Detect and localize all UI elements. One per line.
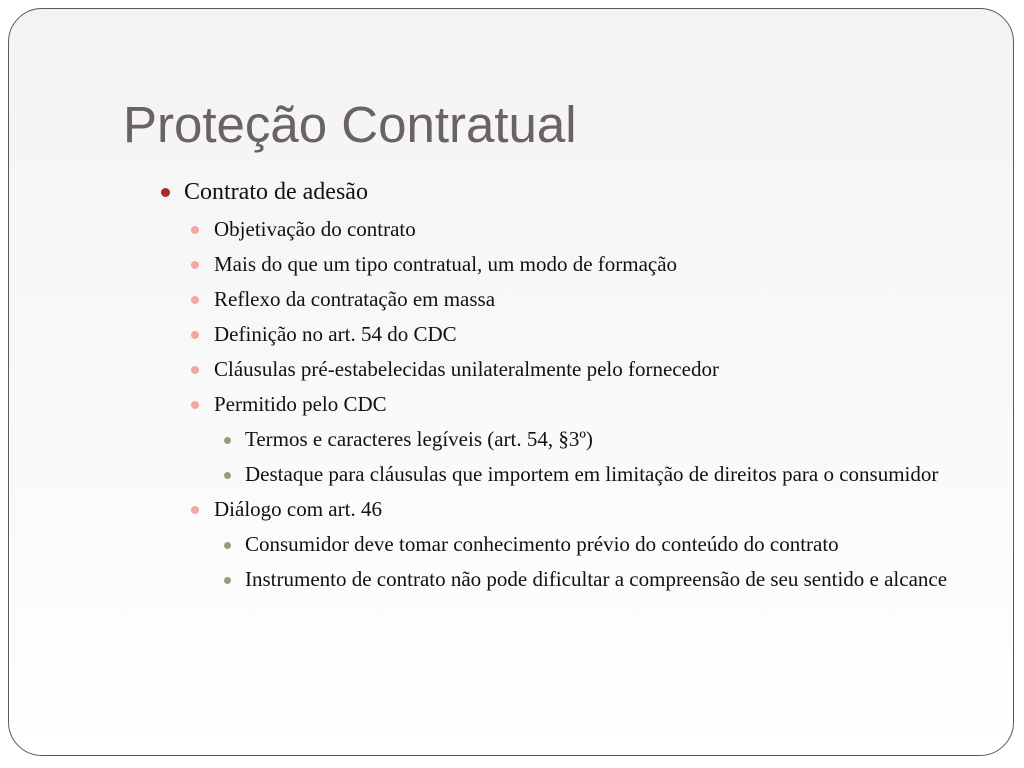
bullet-dot-icon bbox=[191, 331, 199, 339]
list-item bbox=[159, 175, 973, 209]
list-item bbox=[220, 565, 973, 594]
list-item bbox=[189, 355, 973, 384]
list-item-text: Termos e caracteres legíveis (art. 54, §3º) bbox=[245, 427, 593, 451]
list-item-text: Destaque para cláusulas que importem em limitação de direitos para o consumidor bbox=[245, 462, 939, 486]
list-item bbox=[220, 530, 973, 559]
bullet-dot-icon bbox=[224, 542, 231, 549]
bullet-dot-icon bbox=[161, 188, 170, 197]
list-item bbox=[189, 215, 973, 244]
list-item-text: Diálogo com art. 46 bbox=[214, 497, 382, 521]
list-item bbox=[189, 285, 973, 314]
list-item-text: Reflexo da contratação em massa bbox=[214, 287, 496, 311]
list-item bbox=[189, 495, 973, 524]
slide-title: Proteção Contratual bbox=[123, 96, 577, 153]
bullet-dot-icon bbox=[191, 296, 199, 304]
list-item-text: Consumidor deve tomar conhecimento prévio do conteúdo do contrato bbox=[245, 532, 839, 556]
list-item-text: Objetivação do contrato bbox=[214, 217, 416, 241]
bullet-dot-icon bbox=[224, 577, 231, 584]
list-item bbox=[189, 250, 973, 279]
list-item-text: Instrumento de contrato não pode dificultar a compreensão de seu sentido e alcance bbox=[245, 567, 948, 591]
list-item-text: Definição no art. 54 do CDC bbox=[214, 322, 457, 346]
list-item bbox=[220, 460, 973, 489]
bullet-dot-icon bbox=[191, 226, 199, 234]
list-item-text: Contrato de adesão bbox=[184, 179, 368, 205]
list-item bbox=[220, 425, 973, 454]
bullet-dot-icon bbox=[224, 437, 231, 444]
slide bbox=[8, 8, 1014, 756]
list-item-text: Permitido pelo CDC bbox=[214, 392, 387, 416]
bullet-dot-icon bbox=[191, 401, 199, 409]
list-item-text: Mais do que um tipo contratual, um modo de formação bbox=[214, 252, 678, 276]
bullet-dot-icon bbox=[191, 261, 199, 269]
list-item bbox=[189, 320, 973, 349]
bullet-dot-icon bbox=[191, 506, 199, 514]
bullet-dot-icon bbox=[224, 472, 231, 479]
list-item-text: Cláusulas pré-estabelecidas unilateralmente pelo fornecedor bbox=[214, 357, 719, 381]
list-item bbox=[189, 390, 973, 419]
bullet-dot-icon bbox=[191, 366, 199, 374]
bullet-list bbox=[159, 175, 973, 594]
